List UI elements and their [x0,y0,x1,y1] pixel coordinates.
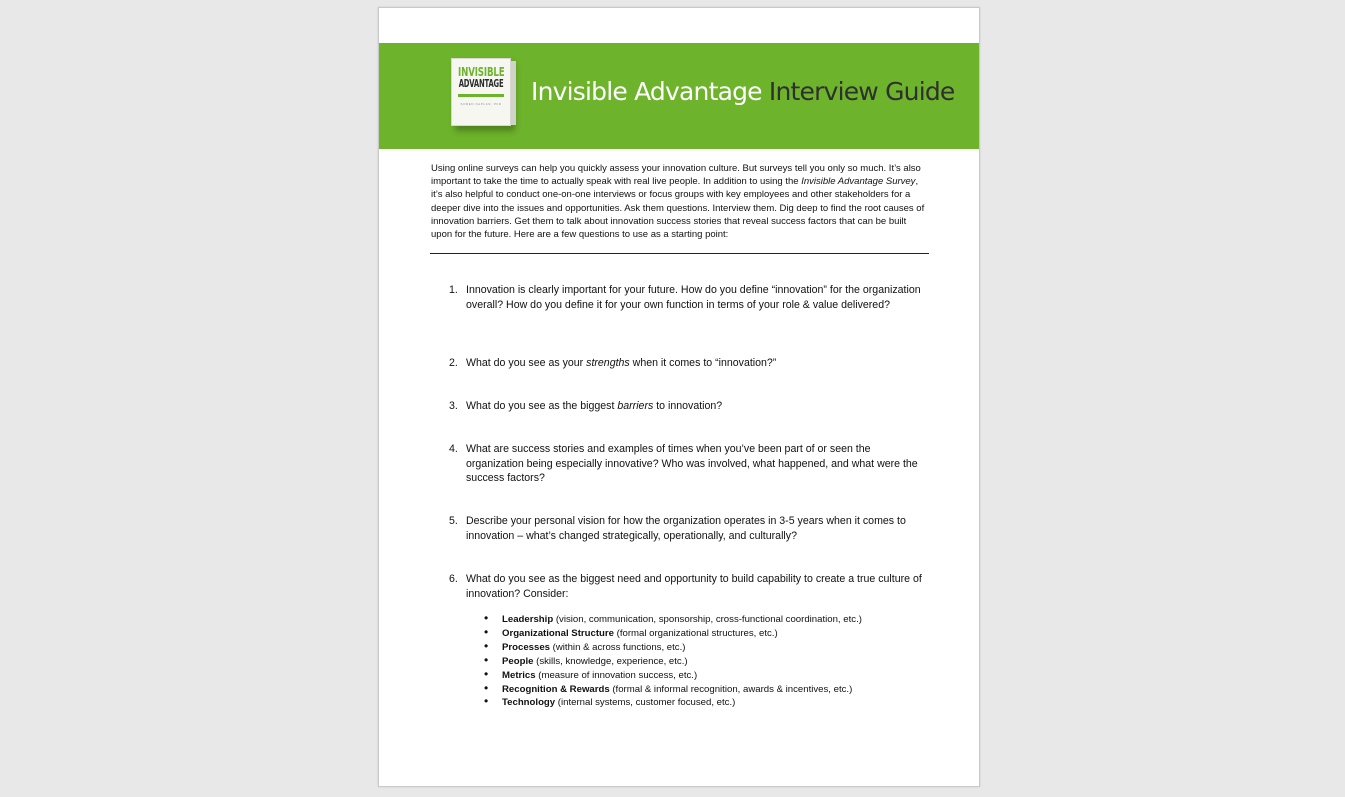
intro-paragraph [431,162,927,241]
list-item-term: Metrics [502,669,536,681]
document-page [378,7,980,787]
question-item [431,514,929,543]
header-banner [379,43,979,149]
question-item [431,399,929,414]
list-item-term: Recognition & Rewards [502,683,610,695]
bullet-icon: • [484,680,489,695]
question-item [431,356,929,371]
bullet-icon: • [484,611,489,625]
list-item-detail: (internal systems, customer focused, etc.) [555,697,736,709]
question-text: Describe your personal vision for how the organization operates in 3-5 years when it comes to innovation – what’s changed strategically, operationally, and culturally? [466,515,906,542]
bullet-icon: • [484,694,489,709]
question-text: What are success stories and examples of times when you’ve been part of or seen the organization being especially innovative? Who was involved, what happened, and what were the success factors? [466,443,918,485]
title-light: Invisible Advantage [531,77,762,106]
book-cover-image [451,58,511,126]
question-number: 3. [449,400,458,412]
book-subtitle-band [458,94,504,97]
list-item-term: Processes [502,641,551,653]
question-item [431,283,929,312]
question-text-part: when it comes to “innovation?” [629,357,777,369]
list-item-term: Technology [502,697,556,709]
list-item [482,696,922,710]
list-item [482,638,922,655]
question-text [466,356,928,371]
book-title-line1: INVISIBLE [457,65,505,79]
page-title [531,77,955,106]
list-item-detail: (measure of innovation success, etc.) [535,669,698,681]
list-item-term: People [502,655,534,667]
list-item [482,666,922,683]
list-item-detail: (formal & informal recognition, awards & incentives, etc.) [609,683,853,695]
question-number: 6. [449,573,458,585]
bullet-icon: • [484,666,489,681]
intro-survey-name: Invisible Advantage Survey [801,176,916,188]
book-title-line2: ADVANTAGE [458,77,504,90]
question-text: What do you see as the biggest need and opportunity to build capability to create a true culture of innovation? Consider: [466,573,922,600]
intro-text-1: Using online surveys can help you quickly assess your innovation culture. But surveys tell you only so much. It’s also important to take the time to actually speak with real live people. In addition to using the [431,163,921,188]
question-number: 5. [449,515,458,527]
considerations-list [482,613,922,710]
book-author: SOREN KAPLAN, PhD [460,102,502,106]
question-emphasis: barriers [617,400,654,412]
question-number: 1. [449,284,458,296]
list-item [482,680,922,697]
title-dark: Interview Guide [768,77,955,106]
question-number: 4. [449,443,458,455]
list-item [482,652,922,669]
question-number: 2. [449,357,458,369]
question-item [431,442,929,486]
list-item [482,613,922,627]
question-text: Innovation is clearly important for your future. How do you define “innovation” for the organization overall? How do you define it for your own function in terms of your role & value delivered? [466,284,921,311]
list-item [482,624,922,641]
question-item [431,572,929,601]
list-item-detail: (vision, communication, sponsorship, cross-functional coordination, etc.) [553,614,862,625]
bullet-icon: • [484,652,489,667]
question-text-part: What do you see as the biggest [466,400,618,412]
section-divider [430,253,929,254]
list-item-detail: (formal organizational structures, etc.) [613,627,778,639]
bullet-icon: • [484,638,489,653]
bullet-icon: • [484,624,489,639]
book-spine [511,61,516,125]
question-text-part: What do you see as your [466,357,587,369]
list-item-term: Organizational Structure [502,627,614,639]
question-text [466,399,928,414]
list-item-detail: (within & across functions, etc.) [550,641,686,653]
list-item-detail: (skills, knowledge, experience, etc.) [533,655,688,667]
list-item-term: Leadership [502,614,554,625]
intro-text-2: , it’s also helpful to conduct one-on-one interviews or focus groups with key employees and other stakeholders for a deeper dive into the issues and opportunities. Ask them questions. Interview them. Dig deep to find the root causes of innovation barriers. Get them to talk about innovation success stories that reveal success factors that can be built upon for the future. Here are a few questions to use as a starting point: [431,176,925,241]
question-emphasis: strengths [586,357,630,369]
question-text-part: to innovation? [653,400,723,412]
